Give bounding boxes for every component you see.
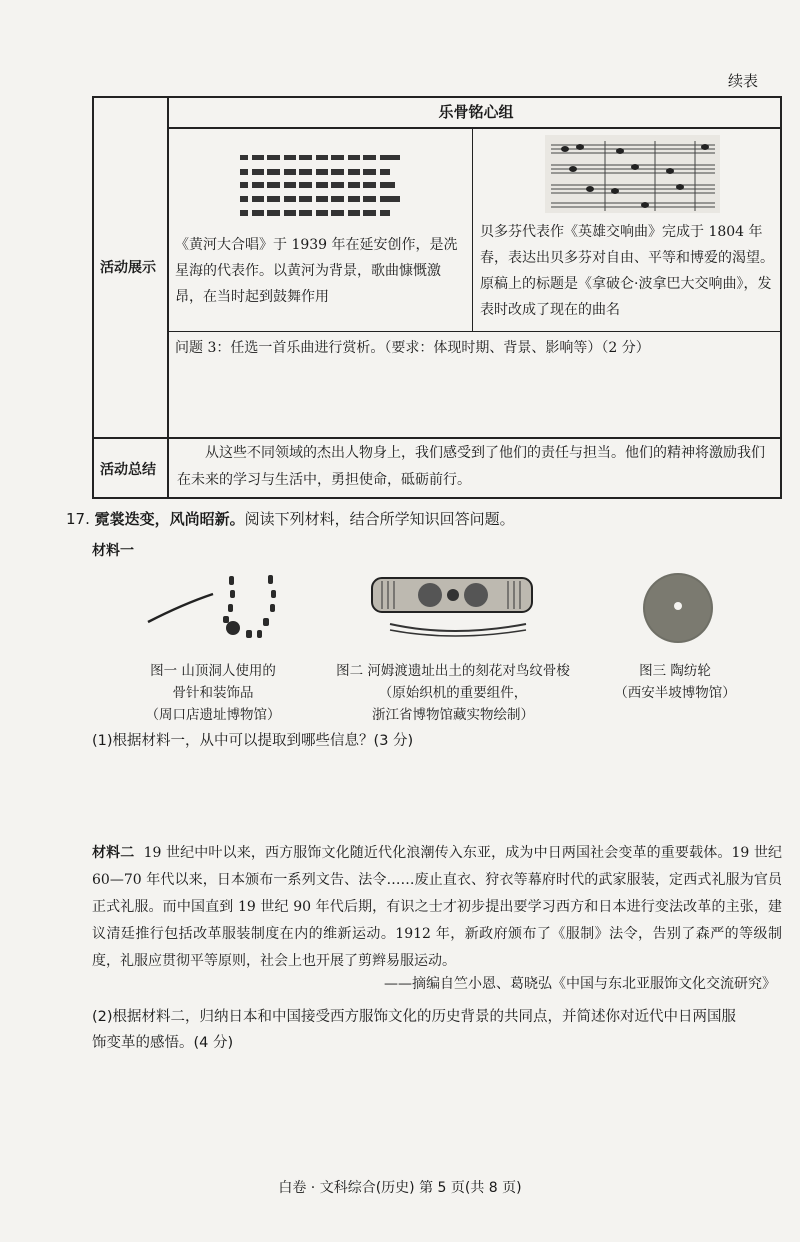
sub-question-1: (1)根据材料一，从中可以提取到哪些信息？(3 分) xyxy=(92,733,414,749)
material-2-text: 19 世纪中叶以来，西方服饰文化随近代化浪潮传入东亚，成为中日两国社会变革的重要载体。19 世纪 60—70 年代以来，日本颁布一系列文告、法令……废止直衣、狩衣等幕府时代的武家服装，定西式礼服为官员正式礼服。而中国直到 19 世纪 90 年代后期，有识之士才初步提出要学习西方和日本进行变法改革的主张，建议清廷推行包括改革服装制度在内的维新运动。1912 年，新政府颁布了《服制》法令，告别了森严的等级制度，礼服应贯彻平等原则，社会上也开展了剪辫易服运动。 xyxy=(92,845,783,969)
caption-line: （周口店遗址博物馆） xyxy=(145,707,281,723)
material-2-source: ——摘编自竺小恩、葛晓弘《中国与东北亚服饰文化交流研究》 xyxy=(384,976,776,992)
material-2 xyxy=(92,840,782,975)
material-1-label: 材料一 xyxy=(92,543,134,559)
continuation-label: 续表 xyxy=(727,72,758,90)
table-title-divider xyxy=(167,127,782,129)
table-row-divider xyxy=(92,437,782,439)
group-title: 乐骨铭心组 xyxy=(438,103,514,121)
caption-line: 骨针和装饰品 xyxy=(172,685,254,701)
caption-line: 图三 陶纺轮 xyxy=(639,663,711,679)
caption-line: （原始织机的重要组件， xyxy=(378,685,528,701)
bone-needle-ornaments-image xyxy=(143,572,293,650)
figure-3-caption xyxy=(600,660,750,704)
caption-line: 浙江省博物馆藏实物绘制） xyxy=(372,707,534,723)
sub-question-2 xyxy=(92,1004,782,1056)
question-instruction: 阅读下列材料，结合所学知识回答问题。 xyxy=(244,510,515,528)
material-2-label: 材料二 xyxy=(92,845,135,861)
carved-bone-shuttle-image xyxy=(368,572,538,642)
sub-question-2-line: (2)根据材料二，归纳日本和中国接受西方服饰文化的历史背景的共同点，并简述你对近代中日两国服 xyxy=(92,1009,737,1025)
question-number: 17. xyxy=(66,510,90,528)
caption-line: （西安半坡博物馆） xyxy=(614,685,736,701)
yellow-river-description: 《黄河大合唱》于 1939 年在延安创作，是冼星海的代表作。以黄河为背景，歌曲慷慨激昂，在当时起到鼓舞作用 xyxy=(175,237,458,305)
activity-summary: 从这些不同领域的杰出人物身上，我们感受到了他们的责任与担当。他们的精神将激励我们在未来的学习与生活中，勇担使命，砥砺前行。 xyxy=(177,445,765,488)
figure-2-caption xyxy=(318,660,588,726)
eroica-manuscript-image xyxy=(545,135,720,213)
question-3: 问题 3：任选一首乐曲进行赏析。（要求：体现时期、背景、影响等）（2 分） xyxy=(175,340,650,356)
figure-1-caption xyxy=(128,660,298,726)
caption-line: 图一 山顶洞人使用的 xyxy=(150,663,276,679)
row-label-summary: 活动总结 xyxy=(100,462,156,478)
page-footer: 白卷 · 文科综合(历史) 第 5 页(共 8 页) xyxy=(278,1180,522,1196)
row-label-display: 活动展示 xyxy=(100,260,156,276)
table-media-divider xyxy=(472,129,473,331)
eroica-description: 贝多芬代表作《英雄交响曲》完成于 1804 年春，表达出贝多芬对自由、平等和博爱的渴望。原稿上的标题是《拿破仑·波拿巴大交响曲》，发表时改成了现在的曲名 xyxy=(480,224,774,318)
yellow-river-score-image xyxy=(236,152,406,224)
caption-line: 图二 河姆渡遗址出土的刻花对鸟纹骨梭 xyxy=(336,663,570,679)
question-title: 霓裳迭变，风尚昭新。 xyxy=(94,510,245,528)
table-inner-divider xyxy=(169,331,782,332)
pottery-spindle-whorl-image xyxy=(638,570,718,646)
question-17-heading xyxy=(66,508,515,529)
sub-question-2-line: 饰变革的感悟。(4 分) xyxy=(92,1035,234,1051)
